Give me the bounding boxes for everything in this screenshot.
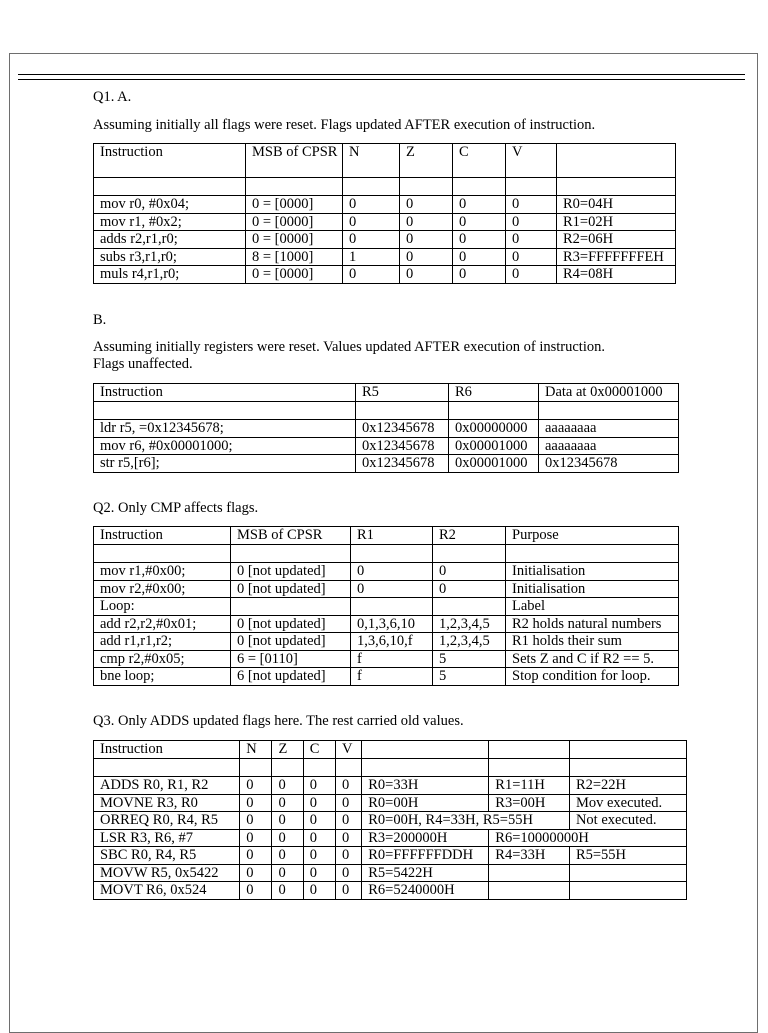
table-row [94,420,679,438]
q1-table [93,143,676,284]
cell: 0 [343,196,400,214]
table-row [94,650,679,668]
table-row [94,455,679,473]
table-row [94,580,679,598]
cell: 0 [351,563,433,581]
cell: 0x12345678 [356,455,449,473]
cell: ORREQ R0, R4, R5 [94,812,240,830]
cell: 0 [240,847,272,865]
cell: 0 [336,829,362,847]
cell: R6=10000000H [489,829,687,847]
cell: R5=5422H [362,864,489,882]
cell: 0 [272,829,303,847]
header-cell: C [303,741,335,759]
cell: 0 [506,213,557,231]
cell: 0 [not updated] [231,563,351,581]
cell: mov r6, #0x00001000; [94,437,356,455]
cell: 0x00001000 [449,455,539,473]
cell: 0 [400,266,453,284]
cell: R4=33H [489,847,570,865]
cell: 0 [400,213,453,231]
cell [489,882,570,900]
cell: 0 [303,864,335,882]
cell [569,864,686,882]
header-cell: N [240,741,272,759]
cell: 0x00001000 [449,437,539,455]
cell: R1 holds their sum [506,633,679,651]
cell: R0=00H [362,794,489,812]
cell: MOVNE R3, R0 [94,794,240,812]
cell: 0 = [0000] [246,213,343,231]
table-row [94,668,679,686]
cell: SBC R0, R4, R5 [94,847,240,865]
cell: 0 [453,196,506,214]
cell: 0x12345678 [539,455,679,473]
cell [231,598,351,616]
cell: 0 [272,812,303,830]
header-rule-bottom [18,79,745,80]
cell: 0 [303,847,335,865]
cell: mov r1,#0x00; [94,563,231,581]
q2-table [93,526,679,686]
cell: 5 [433,668,506,686]
table-row [94,829,687,847]
cell: 0,1,3,6,10 [351,615,433,633]
header-cell: Z [272,741,303,759]
table-row [94,812,687,830]
blank-row [94,402,679,420]
cell: R3=FFFFFFFEH [557,248,676,266]
header-cell: C [453,144,506,178]
table-row [94,231,676,249]
table-row [94,437,679,455]
header-cell [362,741,489,759]
table-header-row [94,741,687,759]
cell: 0x12345678 [356,437,449,455]
cell: aaaaaaaa [539,437,679,455]
cell: Initialisation [506,563,679,581]
cell: MOVW R5, 0x5422 [94,864,240,882]
cell: 0 [240,777,272,795]
cell: 0 [506,196,557,214]
cell: f [351,668,433,686]
cell: R1=11H [489,777,570,795]
cell: f [351,650,433,668]
cell: 0 = [0000] [246,231,343,249]
table-row [94,598,679,616]
cell: str r5,[r6]; [94,455,356,473]
q1-note: Assuming initially all flags were reset. Flags updated AFTER execution of instruction. [93,117,596,133]
blank-row [94,759,687,777]
cell [489,864,570,882]
cell: 0 [351,580,433,598]
cell: mov r2,#0x00; [94,580,231,598]
cell: 0 [240,882,272,900]
cell: 0 [272,777,303,795]
cell: 0 [336,777,362,795]
table-row [94,196,676,214]
cell: Mov executed. [569,794,686,812]
cell: R0=04H [557,196,676,214]
cell: subs r3,r1,r0; [94,248,246,266]
q1b-title: B. [93,312,107,328]
cell: MOVT R6, 0x524 [94,882,240,900]
table-row [94,563,679,581]
header-cell: Z [400,144,453,178]
header-cell [569,741,686,759]
cell: 0 [272,847,303,865]
cell: 0 [not updated] [231,615,351,633]
cell: 0 [400,231,453,249]
q1-title: Q1. A. [93,89,132,105]
header-cell: Instruction [94,384,356,402]
header-cell: Instruction [94,741,240,759]
cell: 0 [272,794,303,812]
cell: 5 [433,650,506,668]
cell: R1=02H [557,213,676,231]
cell: 0 [343,266,400,284]
cell: 0 [240,829,272,847]
cell: R4=08H [557,266,676,284]
cell: 0 [506,266,557,284]
header-cell [557,144,676,178]
header-cell: R2 [433,527,506,545]
cell: muls r4,r1,r0; [94,266,246,284]
cell: 0 [240,812,272,830]
cell: 0 [303,812,335,830]
cell: 0 [336,847,362,865]
table-row [94,777,687,795]
cell: adds r2,r1,r0; [94,231,246,249]
cell: 0 [240,794,272,812]
header-cell: V [336,741,362,759]
cell: cmp r2,#0x05; [94,650,231,668]
cell: Stop condition for loop. [506,668,679,686]
table-row [94,615,679,633]
header-cell: R5 [356,384,449,402]
cell: 6 [not updated] [231,668,351,686]
cell: 8 = [1000] [246,248,343,266]
cell: R2=06H [557,231,676,249]
cell: 1,2,3,4,5 [433,633,506,651]
table-row [94,213,676,231]
cell: mov r1, #0x2; [94,213,246,231]
cell: R3=200000H [362,829,489,847]
cell: 6 = [0110] [231,650,351,668]
cell: 0 [272,864,303,882]
cell: 1 [343,248,400,266]
cell: 0 [336,794,362,812]
cell: 0 = [0000] [246,266,343,284]
cell [433,598,506,616]
cell: R0=00H, R4=33H, R5=55H [362,812,570,830]
cell: 0x00000000 [449,420,539,438]
cell: 1,2,3,4,5 [433,615,506,633]
table-header-row [94,527,679,545]
q3-table [93,740,687,900]
header-cell: MSB of CPSR [231,527,351,545]
header-cell: N [343,144,400,178]
cell: R0=33H [362,777,489,795]
table-row [94,248,676,266]
cell: R5=55H [569,847,686,865]
cell: 0 [not updated] [231,580,351,598]
cell: ADDS R0, R1, R2 [94,777,240,795]
cell: 0 [336,864,362,882]
header-rule-top [18,74,745,75]
cell: 0 [343,231,400,249]
cell: 0 [453,213,506,231]
cell: 0 [400,248,453,266]
cell: Sets Z and C if R2 == 5. [506,650,679,668]
header-cell: R1 [351,527,433,545]
cell: ldr r5, =0x12345678; [94,420,356,438]
cell: add r1,r1,r2; [94,633,231,651]
cell: 0 [303,829,335,847]
cell: 0 [506,248,557,266]
cell: 1,3,6,10,f [351,633,433,651]
cell: R6=5240000H [362,882,489,900]
cell: add r2,r2,#0x01; [94,615,231,633]
cell: 0 = [0000] [246,196,343,214]
table-header-row [94,384,679,402]
cell: bne loop; [94,668,231,686]
cell: 0 [240,864,272,882]
q1b-note-line2: Flags unaffected. [93,356,193,372]
cell: 0 [336,812,362,830]
cell: 0 [453,248,506,266]
cell: Loop: [94,598,231,616]
header-cell: R6 [449,384,539,402]
table-row [94,266,676,284]
q2-title: Q2. Only CMP affects flags. [93,500,259,516]
cell: 0 [303,794,335,812]
cell: 0 [433,580,506,598]
header-cell: Data at 0x00001000 [539,384,679,402]
cell: R2 holds natural numbers [506,615,679,633]
cell: 0 [453,231,506,249]
cell: LSR R3, R6, #7 [94,829,240,847]
cell: Not executed. [569,812,686,830]
header-cell: Instruction [94,144,246,178]
cell: 0x12345678 [356,420,449,438]
q1b-table [93,383,679,473]
cell: R0=FFFFFFDDH [362,847,489,865]
header-cell: Purpose [506,527,679,545]
header-cell [489,741,570,759]
cell: 0 [343,213,400,231]
cell [569,882,686,900]
table-row [94,794,687,812]
cell [351,598,433,616]
cell: Initialisation [506,580,679,598]
cell: 0 [303,882,335,900]
table-header-row [94,144,676,178]
cell: 0 [433,563,506,581]
cell: Label [506,598,679,616]
cell: R3=00H [489,794,570,812]
cell: 0 [400,196,453,214]
table-row [94,864,687,882]
cell: 0 [336,882,362,900]
q1b-note-line1: Assuming initially registers were reset. Values updated AFTER execution of instruction. [93,339,605,355]
cell: aaaaaaaa [539,420,679,438]
cell: mov r0, #0x04; [94,196,246,214]
blank-row [94,545,679,563]
q3-title: Q3. Only ADDS updated flags here. The rest carried old values. [93,713,464,729]
cell: R2=22H [569,777,686,795]
cell: 0 [506,231,557,249]
cell: 0 [272,882,303,900]
header-cell: Instruction [94,527,231,545]
cell: 0 [not updated] [231,633,351,651]
table-row [94,847,687,865]
cell: 0 [303,777,335,795]
header-cell: MSB of CPSR [246,144,343,178]
header-cell: V [506,144,557,178]
table-row [94,633,679,651]
table-row [94,882,687,900]
blank-row [94,178,676,196]
cell: 0 [453,266,506,284]
